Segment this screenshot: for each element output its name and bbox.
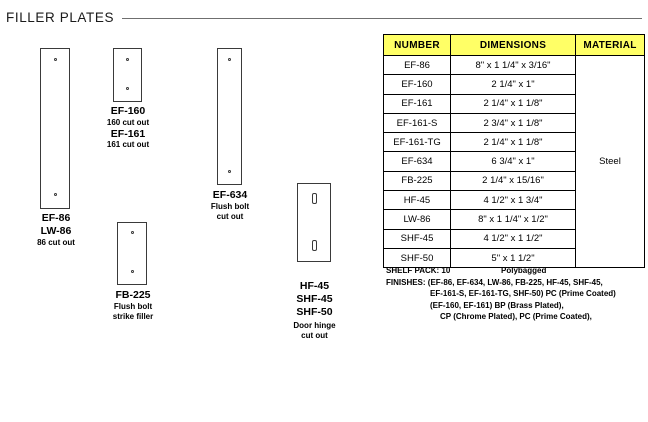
caption-fb-225 [88, 289, 178, 321]
caption-line: SHF-45 [296, 292, 333, 305]
caption-ef-634 [186, 189, 274, 221]
cell-number: SHF-50 [384, 248, 451, 267]
caption-ef-160 [83, 105, 173, 150]
cell-dimensions: 4 1/2" x 1 3/4" [451, 191, 576, 210]
caption-subline: cut out [301, 331, 328, 341]
cell-dimensions: 4 1/2" x 1 1/2" [451, 229, 576, 248]
column-header-dimensions: DIMENSIONS [451, 35, 576, 56]
slot-icon [312, 240, 317, 251]
caption-subline: Flush bolt [210, 201, 250, 211]
plate-drawing-fb-225 [117, 222, 147, 285]
plate-drawing-ef-86 [40, 48, 70, 209]
cell-dimensions: 8" x 1 1/4" x 1/2" [451, 210, 576, 229]
hole-icon [228, 58, 231, 61]
hole-icon [131, 270, 134, 273]
cell-number: EF-160 [384, 75, 451, 94]
cell-number: EF-86 [384, 56, 451, 75]
table-header-row [384, 35, 645, 56]
caption-subline: 160 cut out [106, 117, 150, 127]
caption-ef-86 [10, 212, 102, 247]
caption-subline: Flush bolt [113, 301, 153, 311]
finishes-line-2: EF-161-S, EF-161-TG, SHF-50) PC (Prime Coated) [430, 289, 616, 299]
cell-number: EF-161 [384, 94, 451, 113]
caption-subline: cut out [216, 211, 244, 221]
caption-line: SHF-50 [296, 305, 333, 318]
caption-line: FB-225 [115, 289, 151, 301]
cell-number: EF-634 [384, 152, 451, 171]
column-header-material: MATERIAL [576, 35, 645, 56]
hole-icon [54, 193, 57, 196]
table-row [384, 56, 645, 75]
hole-icon [126, 87, 129, 90]
column-header-number: NUMBER [384, 35, 451, 56]
plate-drawing-ef-634 [217, 48, 242, 185]
cell-dimensions: 2 3/4" x 1 1/8" [451, 113, 576, 132]
hole-icon [131, 231, 134, 234]
caption-line: HF-45 [299, 280, 330, 292]
caption-subline: 161 cut out [106, 140, 150, 150]
finishes-line-4: CP (Chrome Plated), PC (Prime Coated), [440, 312, 592, 322]
hole-icon [126, 58, 129, 61]
cell-number: EF-161-TG [384, 133, 451, 152]
shelf-pack-line [386, 265, 648, 277]
specification-table [383, 34, 645, 268]
caption-subline: strike filler [112, 311, 154, 321]
finishes-line-1: FINISHES: (EF-86, EF-634, LW-86, FB-225, HF-45, SHF-45, [386, 277, 603, 287]
caption-line: EF-161 [110, 127, 146, 140]
cell-material: Steel [576, 56, 645, 268]
section-header [6, 6, 642, 28]
cell-dimensions: 2 1/4" x 15/16" [451, 171, 576, 190]
notes-block [386, 265, 648, 323]
cell-number: LW-86 [384, 210, 451, 229]
caption-line: EF-160 [110, 105, 146, 117]
cell-dimensions: 5" x 1 1/2" [451, 248, 576, 267]
hole-icon [228, 170, 231, 173]
cell-number: FB-225 [384, 171, 451, 190]
caption-line: EF-634 [212, 189, 248, 201]
shelf-pack-label: SHELF PACK: 10 [386, 266, 451, 275]
caption-subline: 86 cut out [37, 237, 75, 247]
caption-hf-45 [267, 280, 362, 341]
caption-subline: Door hinge [293, 321, 336, 331]
cell-dimensions: 8" x 1 1/4" x 3/16" [451, 56, 576, 75]
caption-line: LW-86 [40, 224, 72, 237]
page-title: FILLER PLATES [6, 9, 115, 25]
cell-number: SHF-45 [384, 229, 451, 248]
polybagged-label: Polybagged [501, 266, 547, 275]
header-divider [122, 18, 642, 19]
cell-dimensions: 2 1/4" x 1 1/8" [451, 94, 576, 113]
finishes-line-3: (EF-160, EF-161) BP (Brass Plated), [430, 300, 564, 310]
cell-number: EF-161-S [384, 113, 451, 132]
plate-drawing-ef-160 [113, 48, 142, 102]
cell-dimensions: 2 1/4" x 1 1/8" [451, 133, 576, 152]
cell-dimensions: 6 3/4" x 1" [451, 152, 576, 171]
plate-drawing-hf-45 [297, 183, 331, 262]
caption-line: EF-86 [41, 212, 71, 224]
hole-icon [54, 58, 57, 61]
cell-dimensions: 2 1/4" x 1" [451, 75, 576, 94]
slot-icon [312, 193, 317, 204]
cell-number: HF-45 [384, 191, 451, 210]
